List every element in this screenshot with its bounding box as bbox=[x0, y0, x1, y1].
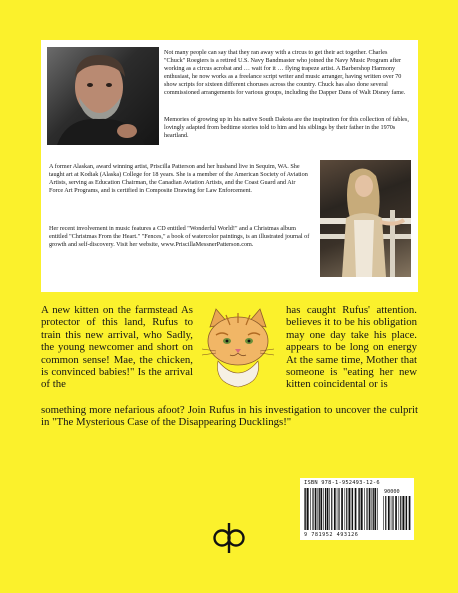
kitten-illustration bbox=[196, 305, 280, 389]
barcode-bar bbox=[312, 488, 313, 530]
barcode-bar bbox=[400, 496, 401, 530]
barcode-bar bbox=[319, 488, 320, 530]
barcode-bar bbox=[320, 488, 322, 530]
barcode-bar bbox=[315, 488, 317, 530]
barcode-bar bbox=[409, 496, 411, 530]
barcode-bar bbox=[358, 488, 359, 530]
chuck-bio-paragraph-2: Memories of growing up in his native South Dakota are the inspiration for this collection of fables, lovingly adapted from bedtime stories told to him and his siblings by their father in the 1970s heartland. bbox=[164, 116, 409, 139]
barcode-bar bbox=[323, 488, 324, 530]
priscilla-portrait-image bbox=[320, 160, 411, 277]
barcode-bar bbox=[338, 488, 339, 530]
barcode-bar bbox=[359, 488, 360, 530]
priscilla-photo bbox=[320, 160, 411, 277]
barcode-bar bbox=[310, 488, 311, 530]
barcode-bar bbox=[385, 496, 386, 530]
chuck-photo bbox=[47, 47, 159, 145]
barcode-bar bbox=[383, 496, 384, 530]
barcode-bar bbox=[399, 496, 400, 530]
barcode-bar bbox=[366, 488, 367, 530]
barcode-bar bbox=[395, 496, 397, 530]
blurb-bottom-paragraph: something more nefarious afoot? Join Rufus in his investigation to uncover the culprit in "The Mysterious Case of the Disappearing Ducklings!" bbox=[41, 404, 418, 429]
barcode-bar bbox=[334, 488, 336, 530]
barcode-bar bbox=[351, 488, 352, 530]
barcode-bar bbox=[402, 496, 404, 530]
barcode-bar bbox=[327, 488, 329, 530]
barcode-bar bbox=[331, 488, 332, 530]
publisher-logo-icon bbox=[212, 521, 246, 555]
barcode-bar bbox=[405, 496, 406, 530]
barcode-bar bbox=[329, 488, 330, 530]
isbn-label: ISBN 978-1-952493-12-6 bbox=[304, 480, 380, 486]
barcode-bar bbox=[341, 488, 343, 530]
barcode-bar bbox=[374, 488, 376, 530]
chuck-bio-paragraph-1: Not many people can say that they ran away with a circus to get their act together. Charles "Chuck" Roegiers is a retired U.S. Navy Bandmaster who joined the Navy Music Program after working as a circus acrobat and … wait for it … flying trapeze artist. A Barbershop Harmony enthusiast, he now works as a freelance script writer and music arranger, having written over 70 show scripts for sixteen different choruses across the country. Chuck has also done several commissioned arrangements for various groups, including the Dapper Dans of Walt Disney fame. bbox=[164, 49, 406, 96]
barcode-addon-bars bbox=[383, 496, 411, 530]
barcode-bar bbox=[348, 488, 350, 530]
barcode-number: 9 781952 493126 bbox=[304, 532, 359, 538]
barcode-bar bbox=[346, 488, 347, 530]
chuck-portrait-image bbox=[47, 47, 159, 145]
barcode-bar bbox=[391, 496, 392, 530]
priscilla-bio-paragraph-1: A former Alaskan, award winning artist, Priscilla Patterson and her husband live in Sequim, WA. She taught art at Kodiak (Alaska) College for 18 years. She is a member of the American Society of Aviation Artists, serving as Education Chairman, the Canadian Aviation Artists, and the Coast Guard and Air Force Art Programs, and is certified in Composite Drawing for Law Enforcement. bbox=[49, 163, 308, 194]
price-code: 90000 bbox=[384, 489, 400, 495]
barcode-bar bbox=[352, 488, 353, 530]
blurb-right-column: has caught Rufus' attention. believes it to be his obligation may one day take his place. appears to be long on energy At the same time, Mother that someone is "eating her new kitten coincidental or is bbox=[286, 304, 417, 391]
barcode-bar bbox=[406, 496, 407, 530]
barcode-bar bbox=[377, 488, 378, 530]
barcode-bar bbox=[355, 488, 357, 530]
barcode-bars bbox=[304, 488, 380, 530]
barcode-bar bbox=[373, 488, 374, 530]
barcode-bar bbox=[369, 488, 371, 530]
barcode-bar bbox=[337, 488, 338, 530]
priscilla-bio-paragraph-2: Her recent involvement in music features a CD entitled "Wonderful World!" and a Christmas album entitled "Christmas From the Heart." "Fences," a book of watercolor paintings, is an illustrated journal of growth and self-discovery. Visit her website, www.PriscillaMessnerPatterson.com. bbox=[49, 225, 310, 248]
barcode-bar bbox=[325, 488, 326, 530]
barcode-bar bbox=[392, 496, 393, 530]
isbn-barcode bbox=[300, 478, 414, 540]
barcode-bar bbox=[307, 488, 309, 530]
barcode-bar bbox=[361, 488, 363, 530]
barcode-bar bbox=[305, 488, 306, 530]
barcode-bar bbox=[372, 488, 373, 530]
barcode-bar bbox=[388, 496, 390, 530]
barcode-bar bbox=[364, 488, 365, 530]
barcode-bar bbox=[304, 488, 305, 530]
barcode-bar bbox=[318, 488, 319, 530]
blurb-left-column: A new kitten on the farmstead As protector of this land, Rufus to train this new arrival, who Sadly, the young newcomer and short on common sense! Mae, the chicken, is convinced babies!" Is the arrival of the bbox=[41, 304, 193, 391]
barcode-bar bbox=[345, 488, 346, 530]
